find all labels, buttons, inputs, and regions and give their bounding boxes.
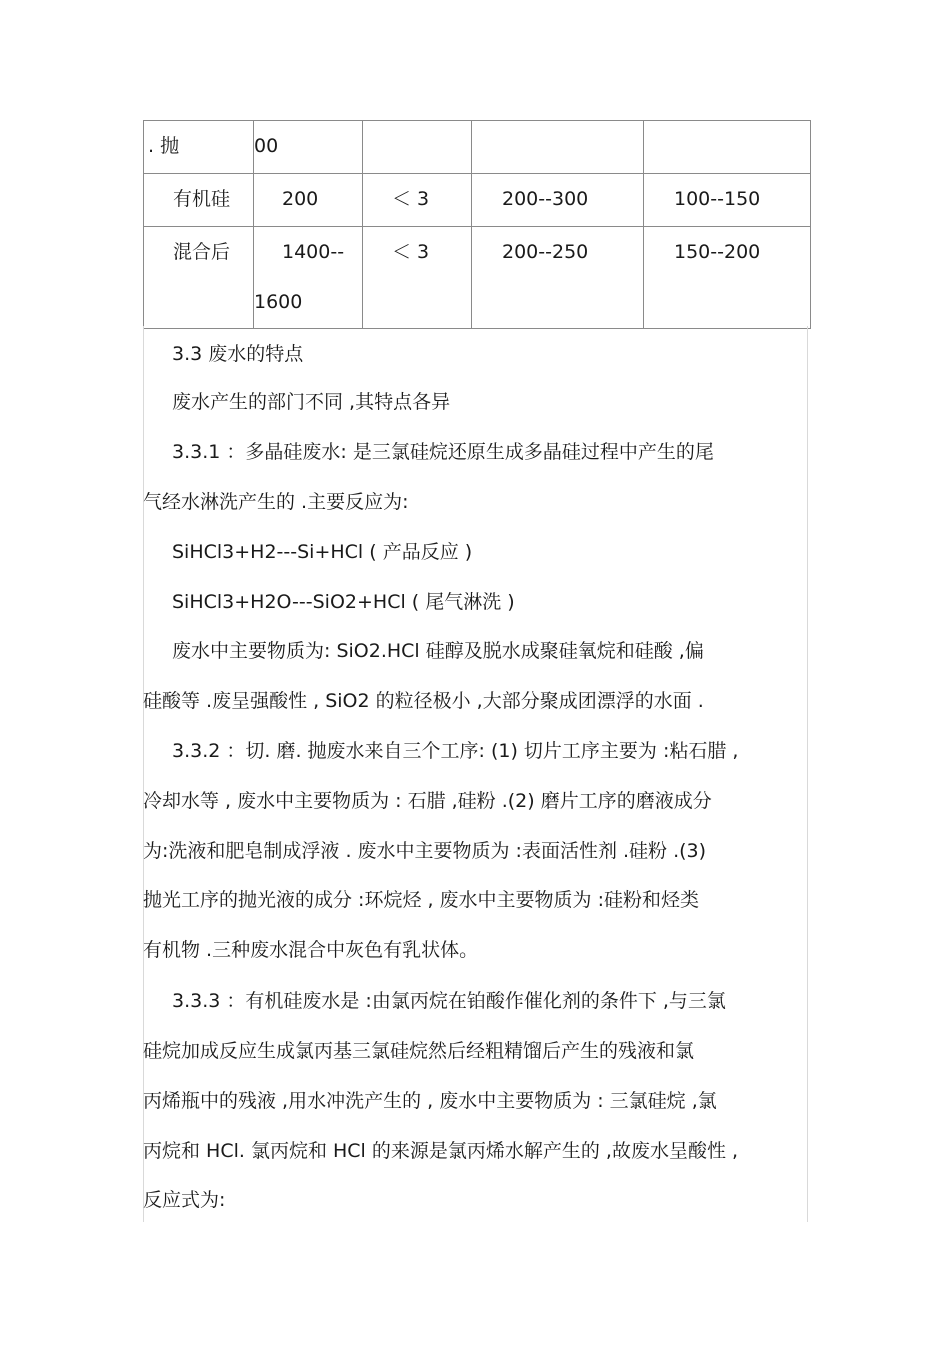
paragraph-line: 反应式为: — [143, 1189, 226, 1211]
paragraph-line: 硅烷加成反应生成氯丙基三氯硅烷然后经粗精馏后产生的残液和氯 — [143, 1040, 695, 1062]
table-cell: 有机硅 — [144, 174, 254, 227]
table-cell: 200--300 — [472, 174, 644, 227]
table-cell: . 抛 — [144, 121, 254, 174]
table-cell: 150--200 — [644, 227, 811, 329]
table-row — [144, 121, 811, 174]
paragraph-line: 丙烯瓶中的残液 ,用水冲洗产生的 , 废水中主要物质为 : 三氯硅烷 ,氯 — [143, 1090, 717, 1112]
paragraph-line: 3.3.3 ：有机硅废水是 :由氯丙烷在铂酸作催化剂的条件下 ,与三氯 — [172, 990, 726, 1012]
table-cell — [644, 121, 811, 174]
page-border-left — [143, 326, 144, 1222]
section-heading: 3.3 废水的特点 — [172, 343, 304, 365]
table-cell — [363, 121, 472, 174]
table-cell: 混合后 — [144, 227, 254, 329]
paragraph-line: 冷却水等 , 废水中主要物质为 : 石腊 ,硅粉 .(2) 磨片工序的磨液成分 — [143, 790, 712, 812]
paragraph-line: 气经水淋洗产生的 .主要反应为: — [143, 491, 409, 513]
table-cell: 100--150 — [644, 174, 811, 227]
table-row — [144, 227, 811, 329]
table-cell: 1400-- 1600 — [254, 227, 363, 329]
paragraph-line: 丙烷和 HCl. 氯丙烷和 HCl 的来源是氯丙烯水解产生的 ,故废水呈酸性 , — [143, 1140, 739, 1162]
equation-line: SiHCl3+H2O---SiO2+HCl ( 尾气淋洗 ) — [172, 591, 515, 613]
paragraph-line: 硅酸等 .废呈强酸性 , SiO2 的粒径极小 ,大部分聚成团漂浮的水面 . — [143, 690, 704, 712]
paragraph-line: 废水产生的部门不同 ,其特点各异 — [172, 391, 451, 413]
table-row — [144, 174, 811, 227]
equation-line: SiHCl3+H2---Si+HCl ( 产品反应 ) — [172, 541, 473, 563]
paragraph-line: 3.3.1 ：多晶硅废水: 是三氯硅烷还原生成多晶硅过程中产生的尾 — [172, 441, 714, 463]
table-cell: 00 — [254, 121, 363, 174]
paragraph-line: 为:洗液和肥皂制成浮液 . 废水中主要物质为 :表面活性剂 .硅粉 .(3) — [143, 840, 707, 862]
table-cell — [472, 121, 644, 174]
table-cell: 200--250 — [472, 227, 644, 329]
paragraph-line: 抛光工序的抛光液的成分 :环烷烃 , 废水中主要物质为 :硅粉和烃类 — [143, 889, 700, 911]
paragraph-line: 有机物 .三种废水混合中灰色有乳状体。 — [143, 939, 479, 961]
table-cell: 200 — [254, 174, 363, 227]
data-table — [143, 120, 811, 329]
paragraph-line: 废水中主要物质为: SiO2.HCl 硅醇及脱水成聚硅氧烷和硅酸 ,偏 — [172, 640, 704, 662]
table-cell: ＜ 3 — [363, 227, 472, 329]
table-cell: ＜ 3 — [363, 174, 472, 227]
paragraph-line: 3.3.2 ：切. 磨. 抛废水来自三个工序: (1) 切片工序主要为 :粘石腊 , — [172, 740, 739, 762]
